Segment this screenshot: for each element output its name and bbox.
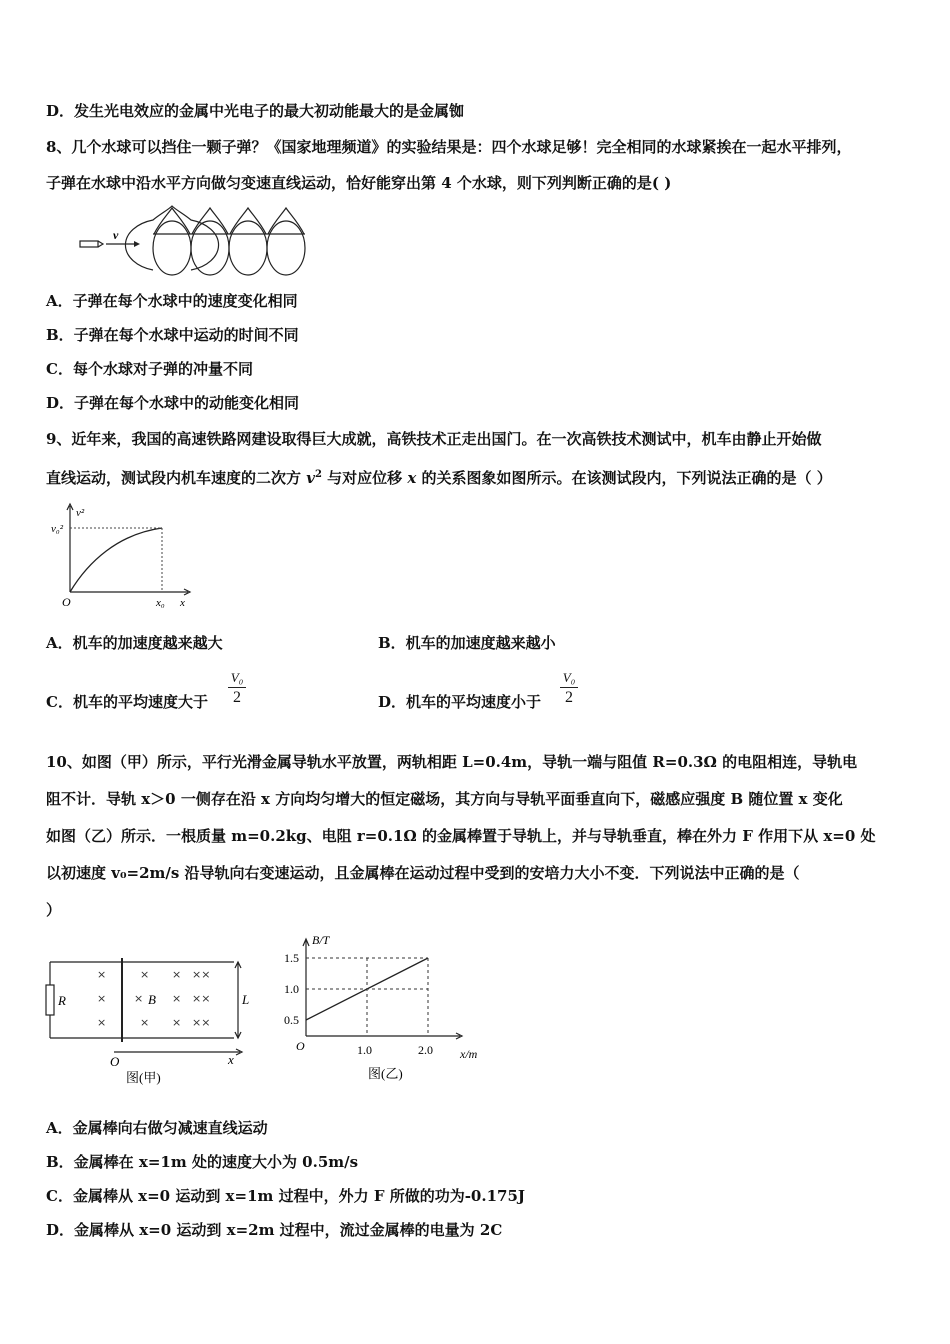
fig-yi-graph — [282, 926, 492, 1086]
q9-option-c-fraction: V₀ 2 — [226, 670, 248, 707]
q10-stem-line3: 如图（乙）所示．一根质量 m=0.2kg、电阻 r=0.1Ω 的金属棒置于导轨上，并与导轨垂直，棒在外力 F 作用下从 x=0 处 — [46, 827, 876, 845]
q9-option-a: A．机车的加速度越来越大 — [46, 634, 223, 652]
q10-option-d: D．金属棒从 x=0 运动到 x=2m 过程中，流过金属棒的电量为 2C — [46, 1221, 503, 1239]
yi-y-tick-1.0: 1.0 — [284, 982, 299, 996]
yi-x-tick-2.0: 2.0 — [418, 1043, 433, 1057]
q10-stem-line2: 阻不计．导轨 x＞0 一侧存在沿 x 方向均匀增大的恒定磁场，其方向与导轨平面垂直向下，磁感应强度 B 随位置 x 变化 — [46, 790, 843, 808]
yi-grid — [306, 958, 428, 1036]
svg-text:×: × — [172, 1016, 182, 1029]
bullet-icon — [80, 241, 103, 247]
svg-text:××: ×× — [192, 1016, 211, 1029]
q8-option-c: C．每个水球对子弹的冲量不同 — [46, 360, 253, 378]
q10-option-c: C．金属棒从 x=0 运动到 x=1m 过程中，外力 F 所做的功为-0.175J — [46, 1187, 525, 1205]
resistor — [46, 985, 54, 1015]
yi-y-tick-1.5: 1.5 — [284, 951, 299, 965]
yi-y-label: B/T — [312, 933, 330, 947]
water-ball-3-body — [229, 221, 267, 275]
fig-jia-circuit — [44, 950, 260, 1090]
q9-stem-line2: 直线运动，测试段内机车速度的二次方 $v^2$ 与对应位移 x 的关系图象如图所示。在该测试段内，下列说法正确的是（ ） — [46, 469, 832, 487]
svg-text:×: × — [140, 968, 150, 981]
svg-text:××: ×× — [192, 992, 211, 1005]
q7-option-d: D．发生光电效应的金属中光电子的最大初动能最大的是金属铷 — [46, 102, 465, 120]
q9-curve — [70, 528, 162, 592]
svg-text:××: ×× — [192, 968, 211, 981]
q8-option-b: B．子弹在每个水球中运动的时间不同 — [46, 326, 299, 344]
q9-option-d: D．机车的平均速度小于 — [378, 693, 542, 711]
svg-text:×: × — [97, 992, 107, 1005]
q9-graph — [48, 500, 198, 618]
q9-option-d-fraction: V₀ 2 — [558, 670, 580, 707]
caption-yi: 图(乙) — [368, 1066, 403, 1081]
q10-stem-line1: 10、如图（甲）所示，平行光滑金属导轨水平放置，两轨相距 L=0.4m，导轨一端与阻值 R=0.3Ω 的电阻相连，导轨电 — [46, 753, 858, 771]
q10-option-b: B．金属棒在 x=1m 处的速度大小为 0.5m/s — [46, 1153, 359, 1171]
yi-origin: O — [296, 1039, 305, 1053]
q10-stem-line5: ） — [46, 901, 62, 919]
q9-x-label: x — [180, 597, 185, 609]
q10-option-a: A．金属棒向右做匀减速直线运动 — [46, 1119, 268, 1137]
water-ball-1-body — [153, 221, 191, 275]
q9-option-b: B．机车的加速度越来越小 — [378, 634, 556, 652]
yi-x-label: x/m — [460, 1047, 478, 1061]
q9-origin: O — [62, 595, 71, 609]
q9-y-label: v² — [76, 507, 85, 519]
svg-text:×: × — [97, 968, 107, 981]
label-L: L — [242, 992, 250, 1007]
q9-option-c: C．机车的平均速度大于 — [46, 693, 208, 711]
svg-text:×: × — [172, 992, 182, 1005]
q8-stem-line2: 子弹在水球中沿水平方向做匀变速直线运动，恰好能穿出第 4 个水球，则下列判断正确的是( ) — [46, 174, 672, 192]
label-R: R — [58, 993, 66, 1008]
label-O: O — [110, 1054, 120, 1069]
label-B: B — [148, 992, 156, 1007]
yi-y-tick-0.5: 0.5 — [284, 1013, 299, 1027]
svg-text:×: × — [97, 1016, 107, 1029]
water-ball-4-body — [267, 221, 305, 275]
velocity-label: v — [113, 228, 119, 242]
q9-y-tick: v₀² — [51, 523, 64, 535]
q8-option-a: A．子弹在每个水球中的速度变化相同 — [46, 292, 298, 310]
svg-text:×: × — [134, 992, 144, 1005]
q10-stem-line4: 以初速度 v₀=2m/s 沿导轨向右变速运动，且金属棒在运动过程中受到的安培力大小不变．下列说法中正确的是（ — [46, 864, 800, 882]
svg-text:×: × — [172, 968, 182, 981]
yi-x-tick-1.0: 1.0 — [357, 1043, 372, 1057]
label-x: x — [228, 1052, 234, 1067]
q8-option-d: D．子弹在每个水球中的动能变化相同 — [46, 394, 300, 412]
svg-text:×: × — [140, 1016, 150, 1029]
q9-x-tick: x₀ — [156, 597, 165, 609]
caption-jia: 图(甲) — [126, 1070, 161, 1085]
q9-stem-line1: 9、近年来，我国的高速铁路网建设取得巨大成就，高铁技术正走出国门。在一次高铁技术测试中，机车由静止开始做 — [46, 430, 822, 448]
water-balls-figure — [76, 204, 316, 282]
q8-stem-line1: 8、几个水球可以挡住一颗子弹？《国家地理频道》的实验结果是：四个水球足够！完全相同的水球紧挨在一起水平排列， — [46, 138, 852, 156]
